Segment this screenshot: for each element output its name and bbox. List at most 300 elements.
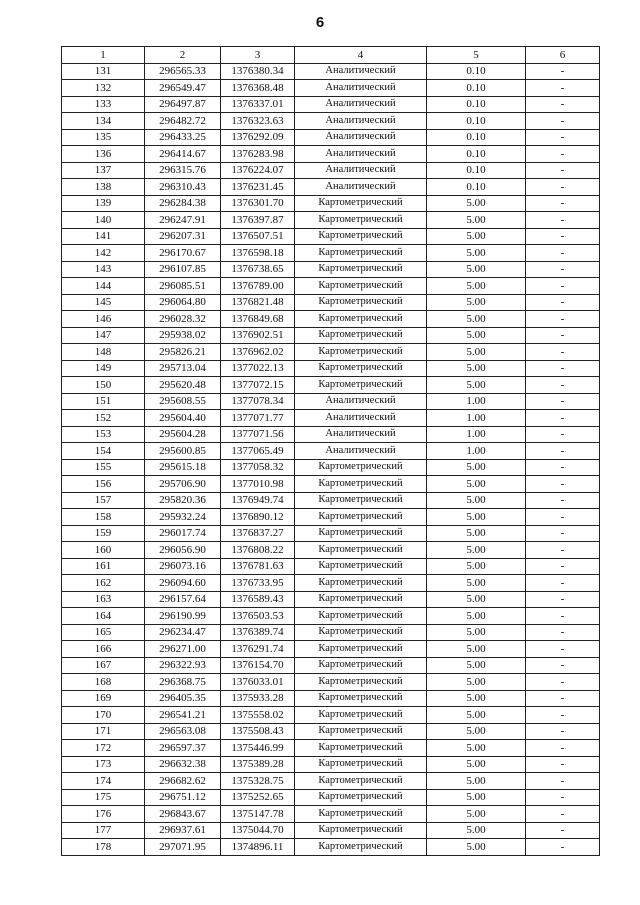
point-number-cell: 151 (62, 393, 145, 410)
x-coordinate-cell: 296751.12 (145, 789, 221, 806)
y-coordinate-cell: 1376389.74 (221, 624, 295, 641)
description-cell: - (526, 723, 600, 740)
method-cell: Картометрический (295, 707, 427, 724)
x-coordinate-cell: 296368.75 (145, 674, 221, 691)
accuracy-cell: 5.00 (427, 707, 526, 724)
accuracy-cell: 5.00 (427, 641, 526, 658)
description-cell: - (526, 674, 600, 691)
accuracy-cell: 5.00 (427, 756, 526, 773)
method-cell: Картометрический (295, 476, 427, 493)
x-coordinate-cell: 296107.85 (145, 261, 221, 278)
y-coordinate-cell: 1375508.43 (221, 723, 295, 740)
table-row (62, 575, 600, 592)
accuracy-cell: 5.00 (427, 773, 526, 790)
point-number-cell: 156 (62, 476, 145, 493)
table-row (62, 756, 600, 773)
accuracy-cell: 5.00 (427, 806, 526, 823)
point-number-cell: 157 (62, 492, 145, 509)
method-cell: Картометрический (295, 344, 427, 361)
x-coordinate-cell: 296247.91 (145, 212, 221, 229)
description-cell: - (526, 426, 600, 443)
y-coordinate-cell: 1376337.01 (221, 96, 295, 113)
x-coordinate-cell: 295820.36 (145, 492, 221, 509)
description-cell: - (526, 608, 600, 625)
point-number-cell: 152 (62, 410, 145, 427)
accuracy-cell: 0.10 (427, 179, 526, 196)
table-row (62, 608, 600, 625)
y-coordinate-cell: 1376507.51 (221, 228, 295, 245)
x-coordinate-cell: 295600.85 (145, 443, 221, 460)
table-header-row (62, 47, 600, 64)
accuracy-cell: 5.00 (427, 822, 526, 839)
x-coordinate-cell: 296284.38 (145, 195, 221, 212)
point-number-cell: 178 (62, 839, 145, 856)
method-cell: Картометрический (295, 360, 427, 377)
point-number-cell: 154 (62, 443, 145, 460)
y-coordinate-cell: 1376598.18 (221, 245, 295, 262)
y-coordinate-cell: 1377071.56 (221, 426, 295, 443)
x-coordinate-cell: 296482.72 (145, 113, 221, 130)
table-row (62, 195, 600, 212)
description-cell: - (526, 245, 600, 262)
accuracy-cell: 5.00 (427, 212, 526, 229)
accuracy-cell: 5.00 (427, 542, 526, 559)
description-cell: - (526, 360, 600, 377)
method-cell: Картометрический (295, 756, 427, 773)
x-coordinate-cell: 296207.31 (145, 228, 221, 245)
y-coordinate-cell: 1375328.75 (221, 773, 295, 790)
point-number-cell: 141 (62, 228, 145, 245)
x-coordinate-cell: 296064.80 (145, 294, 221, 311)
table-row (62, 806, 600, 823)
method-cell: Аналитический (295, 179, 427, 196)
description-cell: - (526, 96, 600, 113)
description-cell: - (526, 261, 600, 278)
accuracy-cell: 1.00 (427, 393, 526, 410)
x-coordinate-cell: 296315.76 (145, 162, 221, 179)
description-cell: - (526, 311, 600, 328)
method-cell: Картометрический (295, 806, 427, 823)
description-cell: - (526, 410, 600, 427)
table-row (62, 113, 600, 130)
accuracy-cell: 5.00 (427, 591, 526, 608)
accuracy-cell: 0.10 (427, 162, 526, 179)
table-row (62, 245, 600, 262)
y-coordinate-cell: 1376733.95 (221, 575, 295, 592)
point-number-cell: 153 (62, 426, 145, 443)
point-number-cell: 138 (62, 179, 145, 196)
description-cell: - (526, 591, 600, 608)
method-cell: Аналитический (295, 426, 427, 443)
point-number-cell: 162 (62, 575, 145, 592)
method-cell: Картометрический (295, 261, 427, 278)
point-number-cell: 159 (62, 525, 145, 542)
accuracy-cell: 0.10 (427, 146, 526, 163)
description-cell: - (526, 558, 600, 575)
method-cell: Картометрический (295, 657, 427, 674)
point-number-cell: 150 (62, 377, 145, 394)
coordinates-table (61, 46, 600, 856)
table-row (62, 294, 600, 311)
y-coordinate-cell: 1375558.02 (221, 707, 295, 724)
table-row (62, 723, 600, 740)
y-coordinate-cell: 1376368.48 (221, 80, 295, 97)
x-coordinate-cell: 296937.61 (145, 822, 221, 839)
description-cell: - (526, 162, 600, 179)
table-row (62, 228, 600, 245)
accuracy-cell: 5.00 (427, 509, 526, 526)
table-row (62, 179, 600, 196)
method-cell: Картометрический (295, 641, 427, 658)
table-row (62, 674, 600, 691)
accuracy-cell: 0.10 (427, 63, 526, 80)
description-cell: - (526, 113, 600, 130)
description-cell: - (526, 129, 600, 146)
x-coordinate-cell: 296843.67 (145, 806, 221, 823)
point-number-cell: 172 (62, 740, 145, 757)
method-cell: Картометрический (295, 245, 427, 262)
table-row (62, 558, 600, 575)
method-cell: Картометрический (295, 459, 427, 476)
accuracy-cell: 5.00 (427, 278, 526, 295)
description-cell: - (526, 822, 600, 839)
method-cell: Картометрический (295, 525, 427, 542)
x-coordinate-cell: 295608.55 (145, 393, 221, 410)
description-cell: - (526, 740, 600, 757)
x-coordinate-cell: 295932.24 (145, 509, 221, 526)
x-coordinate-cell: 295604.40 (145, 410, 221, 427)
point-number-cell: 142 (62, 245, 145, 262)
point-number-cell: 166 (62, 641, 145, 658)
x-coordinate-cell: 296433.25 (145, 129, 221, 146)
description-cell: - (526, 707, 600, 724)
accuracy-cell: 5.00 (427, 228, 526, 245)
accuracy-cell: 0.10 (427, 113, 526, 130)
description-cell: - (526, 146, 600, 163)
column-header: 5 (427, 47, 526, 64)
y-coordinate-cell: 1376224.07 (221, 162, 295, 179)
method-cell: Картометрический (295, 311, 427, 328)
table-row (62, 641, 600, 658)
accuracy-cell: 5.00 (427, 723, 526, 740)
x-coordinate-cell: 296549.47 (145, 80, 221, 97)
accuracy-cell: 0.10 (427, 96, 526, 113)
method-cell: Картометрический (295, 789, 427, 806)
method-cell: Аналитический (295, 410, 427, 427)
point-number-cell: 148 (62, 344, 145, 361)
method-cell: Картометрический (295, 624, 427, 641)
point-number-cell: 169 (62, 690, 145, 707)
point-number-cell: 163 (62, 591, 145, 608)
table-row (62, 278, 600, 295)
x-coordinate-cell: 296056.90 (145, 542, 221, 559)
column-header: 6 (526, 47, 600, 64)
description-cell: - (526, 492, 600, 509)
column-header: 2 (145, 47, 221, 64)
point-number-cell: 145 (62, 294, 145, 311)
accuracy-cell: 5.00 (427, 492, 526, 509)
table-row (62, 327, 600, 344)
y-coordinate-cell: 1376291.74 (221, 641, 295, 658)
table-row (62, 839, 600, 856)
y-coordinate-cell: 1377072.15 (221, 377, 295, 394)
description-cell: - (526, 509, 600, 526)
y-coordinate-cell: 1377071.77 (221, 410, 295, 427)
accuracy-cell: 1.00 (427, 426, 526, 443)
description-cell: - (526, 806, 600, 823)
point-number-cell: 160 (62, 542, 145, 559)
accuracy-cell: 5.00 (427, 344, 526, 361)
table-row (62, 410, 600, 427)
table-row (62, 525, 600, 542)
description-cell: - (526, 525, 600, 542)
method-cell: Аналитический (295, 96, 427, 113)
method-cell: Картометрический (295, 674, 427, 691)
table-row (62, 212, 600, 229)
x-coordinate-cell: 296322.93 (145, 657, 221, 674)
method-cell: Аналитический (295, 80, 427, 97)
column-header: 4 (295, 47, 427, 64)
y-coordinate-cell: 1377058.32 (221, 459, 295, 476)
method-cell: Картометрический (295, 740, 427, 757)
x-coordinate-cell: 296157.64 (145, 591, 221, 608)
y-coordinate-cell: 1375389.28 (221, 756, 295, 773)
description-cell: - (526, 641, 600, 658)
point-number-cell: 135 (62, 129, 145, 146)
point-number-cell: 133 (62, 96, 145, 113)
point-number-cell: 164 (62, 608, 145, 625)
description-cell: - (526, 789, 600, 806)
method-cell: Картометрический (295, 212, 427, 229)
method-cell: Аналитический (295, 393, 427, 410)
description-cell: - (526, 80, 600, 97)
accuracy-cell: 5.00 (427, 459, 526, 476)
description-cell: - (526, 476, 600, 493)
table-row (62, 624, 600, 641)
y-coordinate-cell: 1375252.65 (221, 789, 295, 806)
description-cell: - (526, 542, 600, 559)
y-coordinate-cell: 1376231.45 (221, 179, 295, 196)
x-coordinate-cell: 296017.74 (145, 525, 221, 542)
description-cell: - (526, 179, 600, 196)
y-coordinate-cell: 1376033.01 (221, 674, 295, 691)
point-number-cell: 175 (62, 789, 145, 806)
table-row (62, 740, 600, 757)
point-number-cell: 137 (62, 162, 145, 179)
accuracy-cell: 5.00 (427, 674, 526, 691)
x-coordinate-cell: 296085.51 (145, 278, 221, 295)
description-cell: - (526, 63, 600, 80)
accuracy-cell: 0.10 (427, 129, 526, 146)
accuracy-cell: 5.00 (427, 558, 526, 575)
table-row (62, 773, 600, 790)
y-coordinate-cell: 1375446.99 (221, 740, 295, 757)
x-coordinate-cell: 295938.02 (145, 327, 221, 344)
point-number-cell: 149 (62, 360, 145, 377)
description-cell: - (526, 212, 600, 229)
accuracy-cell: 5.00 (427, 839, 526, 856)
description-cell: - (526, 278, 600, 295)
table-row (62, 146, 600, 163)
point-number-cell: 167 (62, 657, 145, 674)
table-row (62, 443, 600, 460)
point-number-cell: 171 (62, 723, 145, 740)
x-coordinate-cell: 296028.32 (145, 311, 221, 328)
x-coordinate-cell: 295620.48 (145, 377, 221, 394)
accuracy-cell: 5.00 (427, 690, 526, 707)
accuracy-cell: 0.10 (427, 80, 526, 97)
accuracy-cell: 5.00 (427, 657, 526, 674)
y-coordinate-cell: 1376283.98 (221, 146, 295, 163)
column-header: 3 (221, 47, 295, 64)
method-cell: Аналитический (295, 146, 427, 163)
point-number-cell: 161 (62, 558, 145, 575)
x-coordinate-cell: 296271.00 (145, 641, 221, 658)
page-number: 6 (315, 14, 325, 31)
y-coordinate-cell: 1377022.13 (221, 360, 295, 377)
accuracy-cell: 5.00 (427, 624, 526, 641)
x-coordinate-cell: 296073.16 (145, 558, 221, 575)
table-row (62, 63, 600, 80)
x-coordinate-cell: 296405.35 (145, 690, 221, 707)
description-cell: - (526, 344, 600, 361)
point-number-cell: 132 (62, 80, 145, 97)
point-number-cell: 134 (62, 113, 145, 130)
table-row (62, 261, 600, 278)
description-cell: - (526, 294, 600, 311)
accuracy-cell: 5.00 (427, 476, 526, 493)
accuracy-cell: 5.00 (427, 261, 526, 278)
accuracy-cell: 5.00 (427, 740, 526, 757)
method-cell: Картометрический (295, 773, 427, 790)
point-number-cell: 170 (62, 707, 145, 724)
method-cell: Аналитический (295, 129, 427, 146)
accuracy-cell: 5.00 (427, 327, 526, 344)
method-cell: Картометрический (295, 591, 427, 608)
table-row (62, 509, 600, 526)
table-row (62, 690, 600, 707)
description-cell: - (526, 327, 600, 344)
point-number-cell: 165 (62, 624, 145, 641)
y-coordinate-cell: 1376821.48 (221, 294, 295, 311)
method-cell: Аналитический (295, 443, 427, 460)
y-coordinate-cell: 1376890.12 (221, 509, 295, 526)
y-coordinate-cell: 1374896.11 (221, 839, 295, 856)
y-coordinate-cell: 1376503.53 (221, 608, 295, 625)
point-number-cell: 131 (62, 63, 145, 80)
table-row (62, 822, 600, 839)
method-cell: Аналитический (295, 63, 427, 80)
table-row (62, 80, 600, 97)
description-cell: - (526, 459, 600, 476)
x-coordinate-cell: 296094.60 (145, 575, 221, 592)
x-coordinate-cell: 296414.67 (145, 146, 221, 163)
y-coordinate-cell: 1376837.27 (221, 525, 295, 542)
method-cell: Аналитический (295, 162, 427, 179)
point-number-cell: 136 (62, 146, 145, 163)
description-cell: - (526, 443, 600, 460)
table-row (62, 311, 600, 328)
accuracy-cell: 5.00 (427, 311, 526, 328)
x-coordinate-cell: 296565.33 (145, 63, 221, 80)
point-number-cell: 140 (62, 212, 145, 229)
y-coordinate-cell: 1377010.98 (221, 476, 295, 493)
y-coordinate-cell: 1375147.78 (221, 806, 295, 823)
method-cell: Картометрический (295, 228, 427, 245)
x-coordinate-cell: 296682.62 (145, 773, 221, 790)
description-cell: - (526, 393, 600, 410)
method-cell: Картометрический (295, 509, 427, 526)
x-coordinate-cell: 296310.43 (145, 179, 221, 196)
y-coordinate-cell: 1376154.70 (221, 657, 295, 674)
accuracy-cell: 1.00 (427, 443, 526, 460)
table-row (62, 129, 600, 146)
x-coordinate-cell: 297071.95 (145, 839, 221, 856)
y-coordinate-cell: 1376902.51 (221, 327, 295, 344)
x-coordinate-cell: 295826.21 (145, 344, 221, 361)
point-number-cell: 158 (62, 509, 145, 526)
description-cell: - (526, 575, 600, 592)
description-cell: - (526, 690, 600, 707)
y-coordinate-cell: 1376738.65 (221, 261, 295, 278)
method-cell: Картометрический (295, 278, 427, 295)
table-row (62, 707, 600, 724)
description-cell: - (526, 839, 600, 856)
description-cell: - (526, 756, 600, 773)
point-number-cell: 146 (62, 311, 145, 328)
table-row (62, 476, 600, 493)
description-cell: - (526, 228, 600, 245)
x-coordinate-cell: 296541.21 (145, 707, 221, 724)
y-coordinate-cell: 1375933.28 (221, 690, 295, 707)
table-row (62, 542, 600, 559)
x-coordinate-cell: 295615.18 (145, 459, 221, 476)
description-cell: - (526, 195, 600, 212)
x-coordinate-cell: 296190.99 (145, 608, 221, 625)
accuracy-cell: 5.00 (427, 360, 526, 377)
y-coordinate-cell: 1376301.70 (221, 195, 295, 212)
column-header: 1 (62, 47, 145, 64)
method-cell: Аналитический (295, 113, 427, 130)
table-row (62, 96, 600, 113)
table-row (62, 789, 600, 806)
method-cell: Картометрический (295, 558, 427, 575)
accuracy-cell: 5.00 (427, 377, 526, 394)
y-coordinate-cell: 1376380.34 (221, 63, 295, 80)
table-row (62, 377, 600, 394)
point-number-cell: 174 (62, 773, 145, 790)
y-coordinate-cell: 1377078.34 (221, 393, 295, 410)
x-coordinate-cell: 296234.47 (145, 624, 221, 641)
x-coordinate-cell: 295713.04 (145, 360, 221, 377)
y-coordinate-cell: 1375044.70 (221, 822, 295, 839)
point-number-cell: 139 (62, 195, 145, 212)
method-cell: Картометрический (295, 294, 427, 311)
description-cell: - (526, 377, 600, 394)
point-number-cell: 144 (62, 278, 145, 295)
accuracy-cell: 1.00 (427, 410, 526, 427)
table-row (62, 426, 600, 443)
x-coordinate-cell: 296170.67 (145, 245, 221, 262)
point-number-cell: 168 (62, 674, 145, 691)
description-cell: - (526, 773, 600, 790)
y-coordinate-cell: 1376292.09 (221, 129, 295, 146)
table-body (62, 63, 600, 855)
method-cell: Картометрический (295, 690, 427, 707)
point-number-cell: 173 (62, 756, 145, 773)
table-row (62, 344, 600, 361)
method-cell: Картометрический (295, 492, 427, 509)
